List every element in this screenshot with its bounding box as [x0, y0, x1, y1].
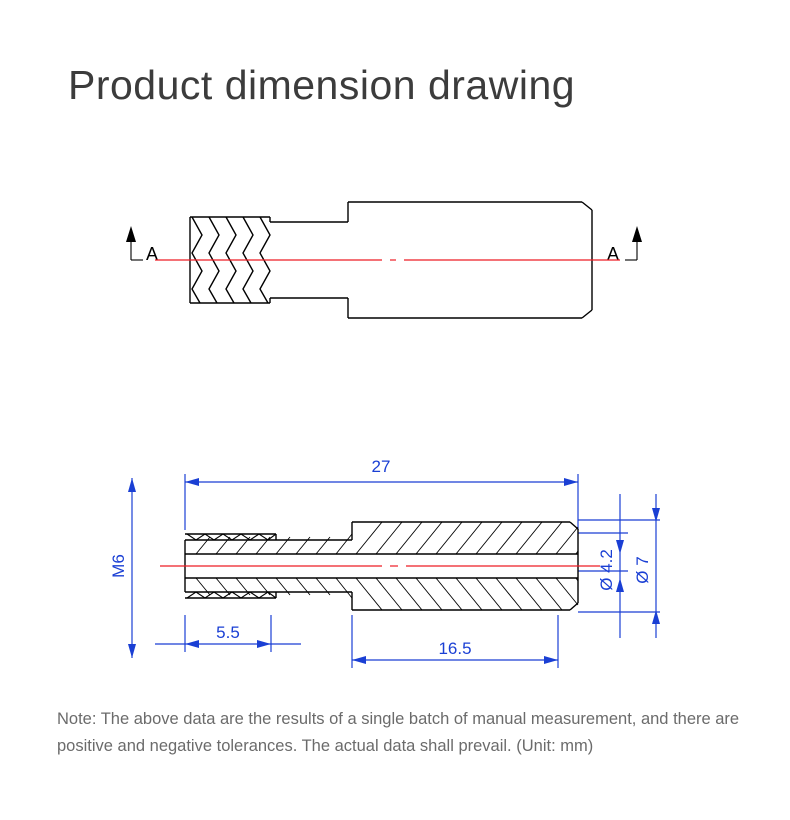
dimension-5-5 [155, 623, 301, 648]
dim-label-27: 27 [371, 457, 391, 476]
dimension-dia-4-2 [597, 494, 624, 638]
page-title: Product dimension drawing [68, 62, 576, 108]
dim-label-dia-4-2: Ø 4.2 [597, 549, 616, 591]
section-label-left: A [146, 244, 159, 264]
section-label-right: A [607, 244, 620, 264]
dimension-16-5 [352, 639, 558, 664]
external-view-svg [0, 160, 790, 420]
dimension-dia-7 [633, 494, 660, 638]
note-text: Note: The above data are the results of a single batch of manual measurement, and there are positive and negative tolerances. The actual data shall prevail. (Unit: mm) [57, 710, 740, 755]
dim-label-16-5: 16.5 [438, 639, 472, 658]
extension-lines [185, 474, 660, 668]
external-view [0, 160, 790, 420]
section-view-svg [0, 430, 790, 690]
dim-label-M6: M6 [109, 554, 128, 578]
dim-label-5-5: 5.5 [216, 623, 240, 642]
section-view [0, 430, 790, 690]
section-mark-right [607, 226, 642, 264]
section-mark-left [126, 226, 158, 264]
dimension-M6 [109, 478, 136, 658]
dimension-27 [185, 457, 578, 486]
dim-label-dia-7: Ø 7 [633, 556, 652, 584]
